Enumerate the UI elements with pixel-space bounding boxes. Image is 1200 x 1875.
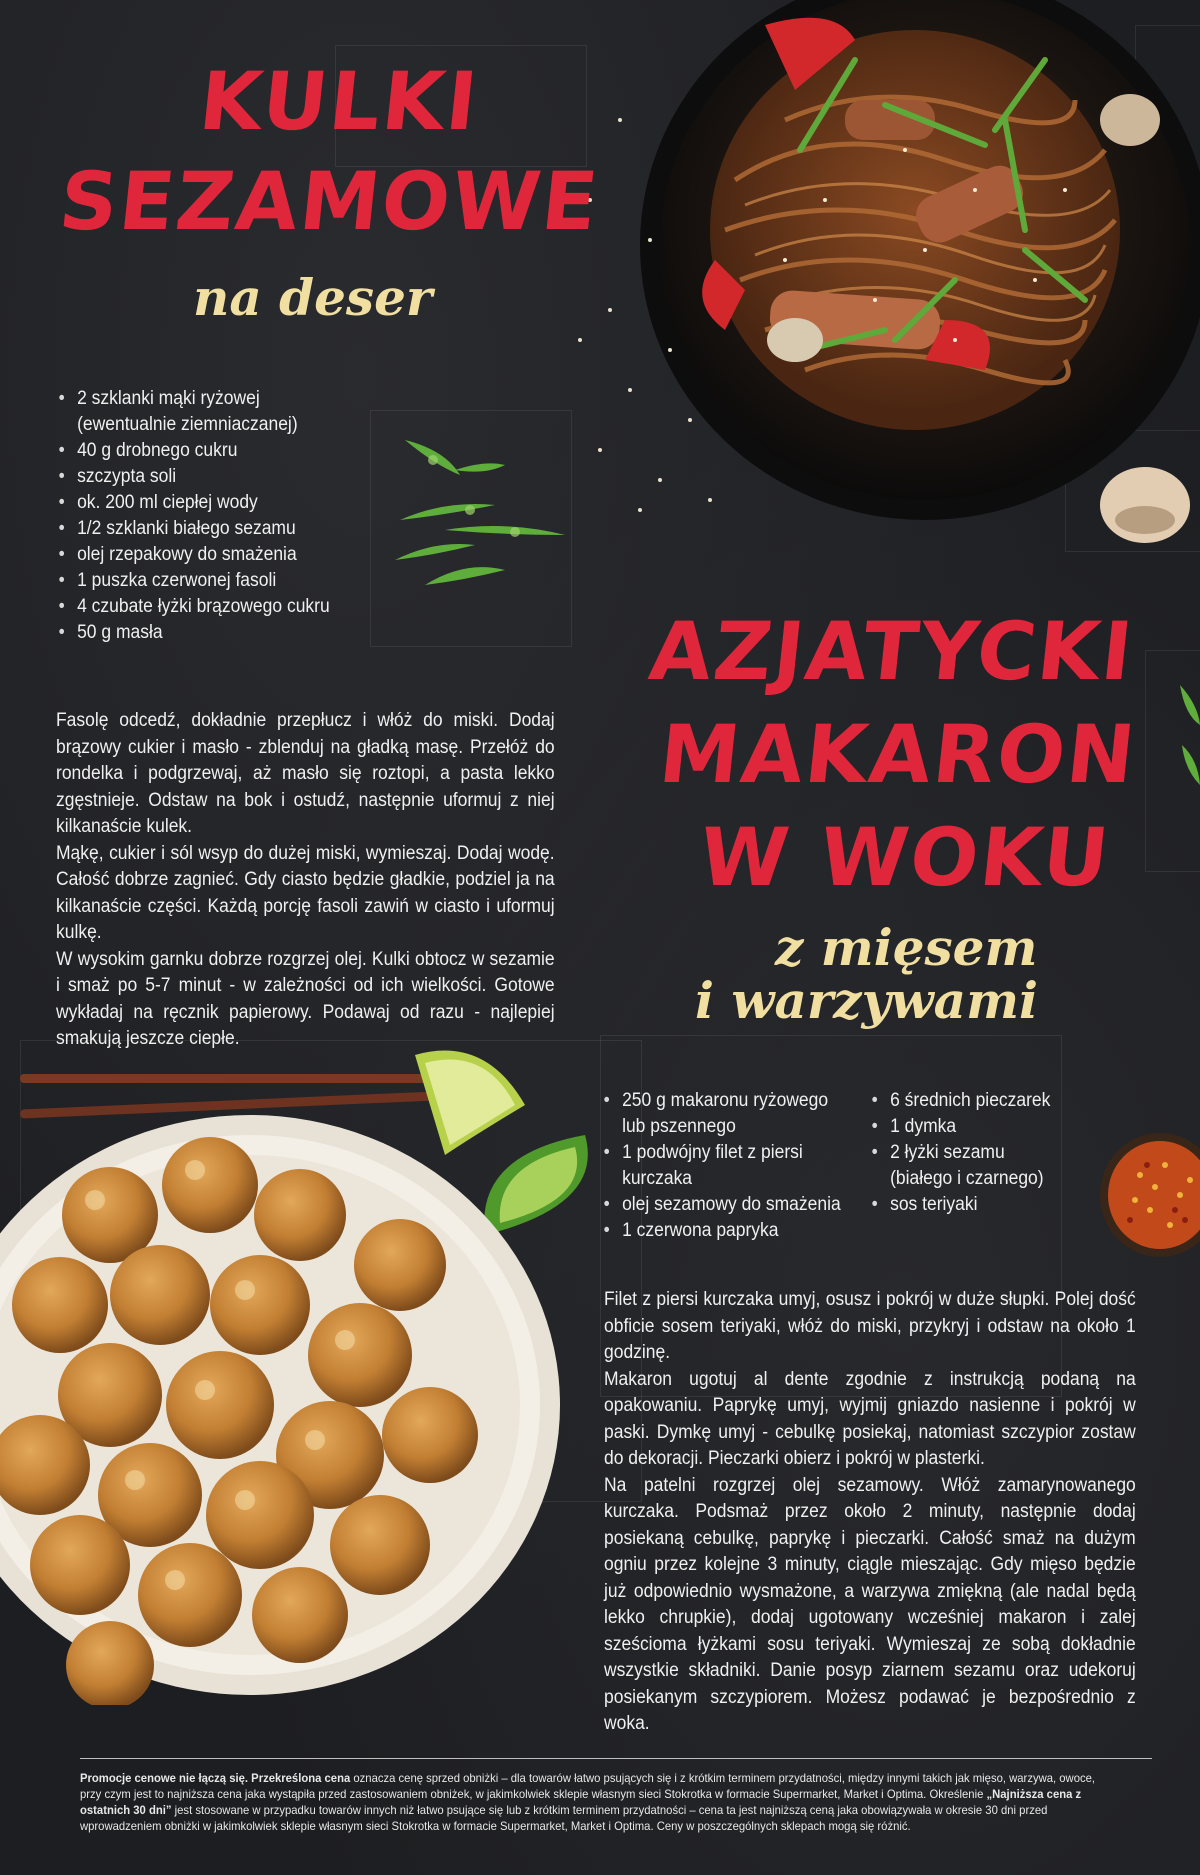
ingredient-item: • 50 g masła — [55, 620, 368, 646]
footer-bold: Promocje cenowe nie łączą się. — [80, 1771, 249, 1785]
ingredient-item: • ok. 200 ml ciepłej wody — [55, 490, 368, 516]
method-paragraph: Filet z piersi kurczaka umyj, osusz i pokrój w duże słupki. Polej dość obficie sosem teriyaki, włóż do miski, przykryj i odstaw na około 1 godzinę. — [604, 1289, 1136, 1363]
chili-flakes-bowl — [1095, 1125, 1200, 1265]
ingredient-item: • 250 g makaronu ryżowego lub pszennego — [600, 1088, 858, 1140]
recipe2-ingredients-col2 — [868, 1088, 1089, 1218]
herb-garnish-edge — [1180, 665, 1200, 805]
recipe2-method — [604, 1287, 1136, 1738]
recipe2-ingredients-col1 — [600, 1088, 858, 1244]
ingredient-item: • szczypta soli — [55, 464, 368, 490]
ingredient-item: • 1 puszka czerwonej fasoli — [55, 568, 368, 594]
recipe1-subtitle: na deser — [193, 268, 433, 327]
recipe2-title-line2: MAKARON — [655, 708, 1141, 801]
ingredient-item: • 1 dymka — [868, 1114, 1089, 1140]
footer-bold: Przekreślona cena — [251, 1771, 351, 1785]
recipe1-method — [56, 708, 555, 1053]
ingredient-item: • 6 średnich pieczarek — [868, 1088, 1089, 1114]
footer-bold: „Najniższa cena z ostatnich 30 dni” — [80, 1787, 1082, 1817]
ingredient-item: • 40 g drobnego cukru — [55, 438, 368, 464]
ingredient-item: • 2 szklanki mąki ryżowej (ewentualnie ziemniaczanej) — [55, 386, 368, 438]
spring-onion-garnish — [385, 420, 570, 620]
ingredient-item: • 4 czubate łyżki brązowego cukru — [55, 594, 368, 620]
recipe2-title-line1: AZJATYCKI — [645, 605, 1139, 698]
ingredient-item: • 1 podwójny filet z piersi kurczaka — [600, 1140, 858, 1192]
sesame-balls-plate-photo — [0, 1105, 560, 1705]
recipe1-title-line1: KULKI — [195, 55, 484, 148]
method-paragraph: Makaron ugotuj al dente zgodnie z instrukcją podaną na opakowaniu. Paprykę umyj, wyjmij gniazdo nasienne i pokrój w paski. Dymkę umyj - cebulkę posiekaj, natomiast szczypior zostaw do dekoracji. Pieczarki obierz i pokrój w plasterki. — [604, 1368, 1136, 1469]
ingredient-item: • olej sezamowy do smażenia — [600, 1192, 858, 1218]
recipe2-subtitle-line2: i warzywami — [695, 971, 1038, 1030]
recipe1-title-line2: SEZAMOWE — [55, 155, 604, 248]
footer-text: jest stosowane w przypadku towarów innych niż łatwo psujące się lub z krótkim terminem przydatności – cena ta jest najniższą ceną jaka obowiązywała w okresie 30 dni przed wprowadzeniem obniżki w jakimkolwiek sklepie własnym sieci Stokrotka w formacie Supermarket, Market i Optima. Ceny w poszczególnych sklepach mogą się różnić. — [80, 1803, 1048, 1833]
footer-text: oznacza cenę sprzed obniżki – dla towarów łatwo psujących się i z krótkim terminem przydatności, między innymi takich jak mięso, warzywa, owoce, przy czym jest to najniższa cena jaka wystąpiła przed zastosowaniem obniżek, w jakimkolwiek sklepie własnym sieci Stokrotka w formacie Supermarket, Market i Optima. Określenie — [80, 1771, 1096, 1801]
recipe1-ingredients — [55, 386, 368, 646]
ingredient-item: • sos teriyaki — [868, 1192, 1089, 1218]
recipe2-title-line3: W WOKU — [695, 811, 1115, 904]
ingredient-item: • olej rzepakowy do smażenia — [55, 542, 368, 568]
method-paragraph: Mąkę, cukier i sól wsyp do dużej miski, wymieszaj. Dodaj wodę. Całość dobrze zagnieć. Gdy ciasto będzie gładkie, podziel ja na kilkanaście części. Każdą porcję fasoli zawiń w ciasto i uformuj kulkę. — [56, 842, 555, 943]
method-paragraph: Fasolę odcedź, dokładnie przepłucz i włóż do miski. Dodaj brązowy cukier i masło - zblenduj na gładką masę. Przełóż do rondelka i podgrzewaj, aż masło się roztopi, a pasta lekko zgęstnieje. Odstaw na bok i ostudź, następnie uformuj z niej kilkanaście kulek. — [56, 710, 555, 837]
ingredient-item: • 2 łyżki sezamu (białego i czarnego) — [868, 1140, 1089, 1192]
method-paragraph: W wysokim garnku dobrze rozgrzej olej. Kulki obtocz w sezamie i smaż po 5-7 minut - w zależności od ich wielkości. Gotowe wykładaj na ręcznik papierowy. Podawaj od razu - najlepiej smakują jeszcze ciepłe. — [56, 948, 555, 1049]
footer-divider — [80, 1758, 1152, 1759]
footer-disclaimer — [80, 1770, 1095, 1834]
method-paragraph: Na patelni rozgrzej olej sezamowy. Włóż zamarynowanego kurczaka. Podsmaż przez około 2 minuty, następnie dodaj posiekaną cebulkę, paprykę i pieczarki. Całość smaż na dużym ogniu przez kolejne 3 minuty, ciągle mieszając. Gdy mięso będzie już odpowiednio wysmażone, a warzywa zmiękną (ale nadal będą lekko chrupkie), dodaj ugotowany wcześniej makaron i zalej sześcioma łyżkami sosu teriyaki. Wymieszaj ze sobą dokładnie wszystkie składniki. Danie posyp ziarnem sezamu oraz udekoruj posiekanym szczypiorem. Możesz podawać je bezpośrednio z woka. — [604, 1474, 1136, 1734]
recipe2-subtitle-line1: z mięsem — [775, 918, 1038, 977]
ingredient-item: • 1 czerwona papryka — [600, 1218, 858, 1244]
ingredient-item: • 1/2 szklanki białego sezamu — [55, 516, 368, 542]
